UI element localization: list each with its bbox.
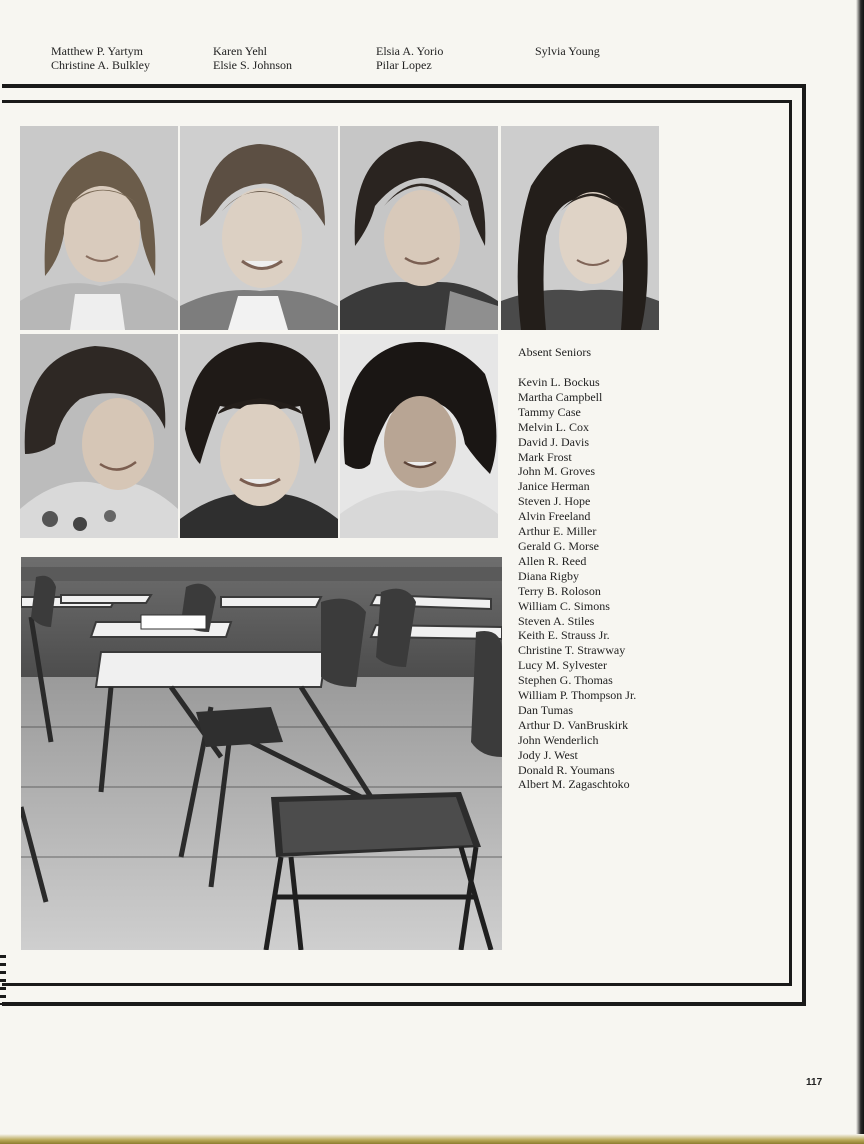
absent-senior-name: Jody J. West bbox=[518, 747, 578, 762]
portrait-caption-names bbox=[0, 44, 864, 78]
caption-column-3 bbox=[376, 44, 443, 72]
classroom-desks-photo bbox=[21, 557, 502, 950]
senior-portrait-photo bbox=[20, 126, 178, 330]
absent-senior-name: Mark Frost bbox=[518, 449, 572, 464]
absent-senior-name: John M. Groves bbox=[518, 464, 595, 479]
absent-senior-name: Arthur D. VanBruskirk bbox=[518, 717, 629, 732]
absent-senior-name: John Wenderlich bbox=[518, 732, 599, 747]
absent-senior-name: Albert M. Zagaschtoko bbox=[518, 777, 630, 792]
absent-senior-name: Christine T. Strawway bbox=[518, 643, 626, 658]
absent-senior-name: Stephen G. Thomas bbox=[518, 673, 613, 688]
caption-name: Christine A. Bulkley bbox=[51, 58, 150, 72]
absent-seniors-list bbox=[518, 375, 688, 792]
caption-name: Karen Yehl bbox=[213, 44, 267, 58]
caption-name: Matthew P. Yartym bbox=[51, 44, 144, 58]
caption-column-2 bbox=[213, 44, 292, 72]
senior-portrait-photo bbox=[20, 334, 178, 538]
absent-senior-name: Steven J. Hope bbox=[518, 494, 591, 509]
absent-senior-name: Terry B. Roloson bbox=[518, 583, 601, 598]
absent-senior-name: Arthur E. Miller bbox=[518, 524, 597, 539]
caption-column-1 bbox=[51, 44, 150, 72]
senior-portrait-photo bbox=[180, 126, 338, 330]
caption-name: Elsia A. Yorio bbox=[376, 44, 444, 58]
absent-senior-name: Lucy M. Sylvester bbox=[518, 658, 607, 673]
absent-senior-name: Donald R. Youmans bbox=[518, 762, 615, 777]
absent-senior-name: Melvin L. Cox bbox=[518, 419, 589, 434]
caption-name: Elsie S. Johnson bbox=[213, 58, 293, 72]
senior-portrait-photo bbox=[340, 334, 498, 538]
absent-senior-name: William P. Thompson Jr. bbox=[518, 688, 637, 703]
page-edge-shadow bbox=[856, 0, 864, 1144]
absent-senior-name: Gerald G. Morse bbox=[518, 538, 599, 553]
absent-senior-name: William C. Simons bbox=[518, 598, 610, 613]
absent-senior-name: Martha Campbell bbox=[518, 389, 603, 404]
caption-name: Sylvia Young bbox=[535, 44, 600, 58]
absent-seniors-heading: Absent Seniors bbox=[518, 345, 591, 359]
absent-senior-name: Dan Tumas bbox=[518, 702, 574, 717]
page-bottom-edge bbox=[0, 1134, 864, 1144]
absent-senior-name: Kevin L. Bockus bbox=[518, 375, 600, 389]
absent-senior-name: Allen R. Reed bbox=[518, 553, 587, 568]
absent-senior-name: Tammy Case bbox=[518, 404, 581, 419]
absent-senior-name: Alvin Freeland bbox=[518, 509, 591, 524]
frame-edge-marks bbox=[0, 955, 6, 1005]
page-number: 117 bbox=[806, 1077, 823, 1088]
caption-column-4 bbox=[535, 44, 600, 58]
absent-senior-name: Janice Herman bbox=[518, 479, 590, 494]
absent-senior-name: Keith E. Strauss Jr. bbox=[518, 628, 610, 643]
caption-name: Pilar Lopez bbox=[376, 58, 432, 72]
senior-portrait-photo bbox=[340, 126, 498, 330]
absent-seniors-section bbox=[518, 345, 688, 792]
absent-senior-name: Steven A. Stiles bbox=[518, 613, 595, 628]
absent-senior-name: David J. Davis bbox=[518, 434, 589, 449]
absent-senior-name: Diana Rigby bbox=[518, 568, 579, 583]
senior-portrait-photo bbox=[180, 334, 338, 538]
senior-portrait-photo bbox=[501, 126, 659, 330]
